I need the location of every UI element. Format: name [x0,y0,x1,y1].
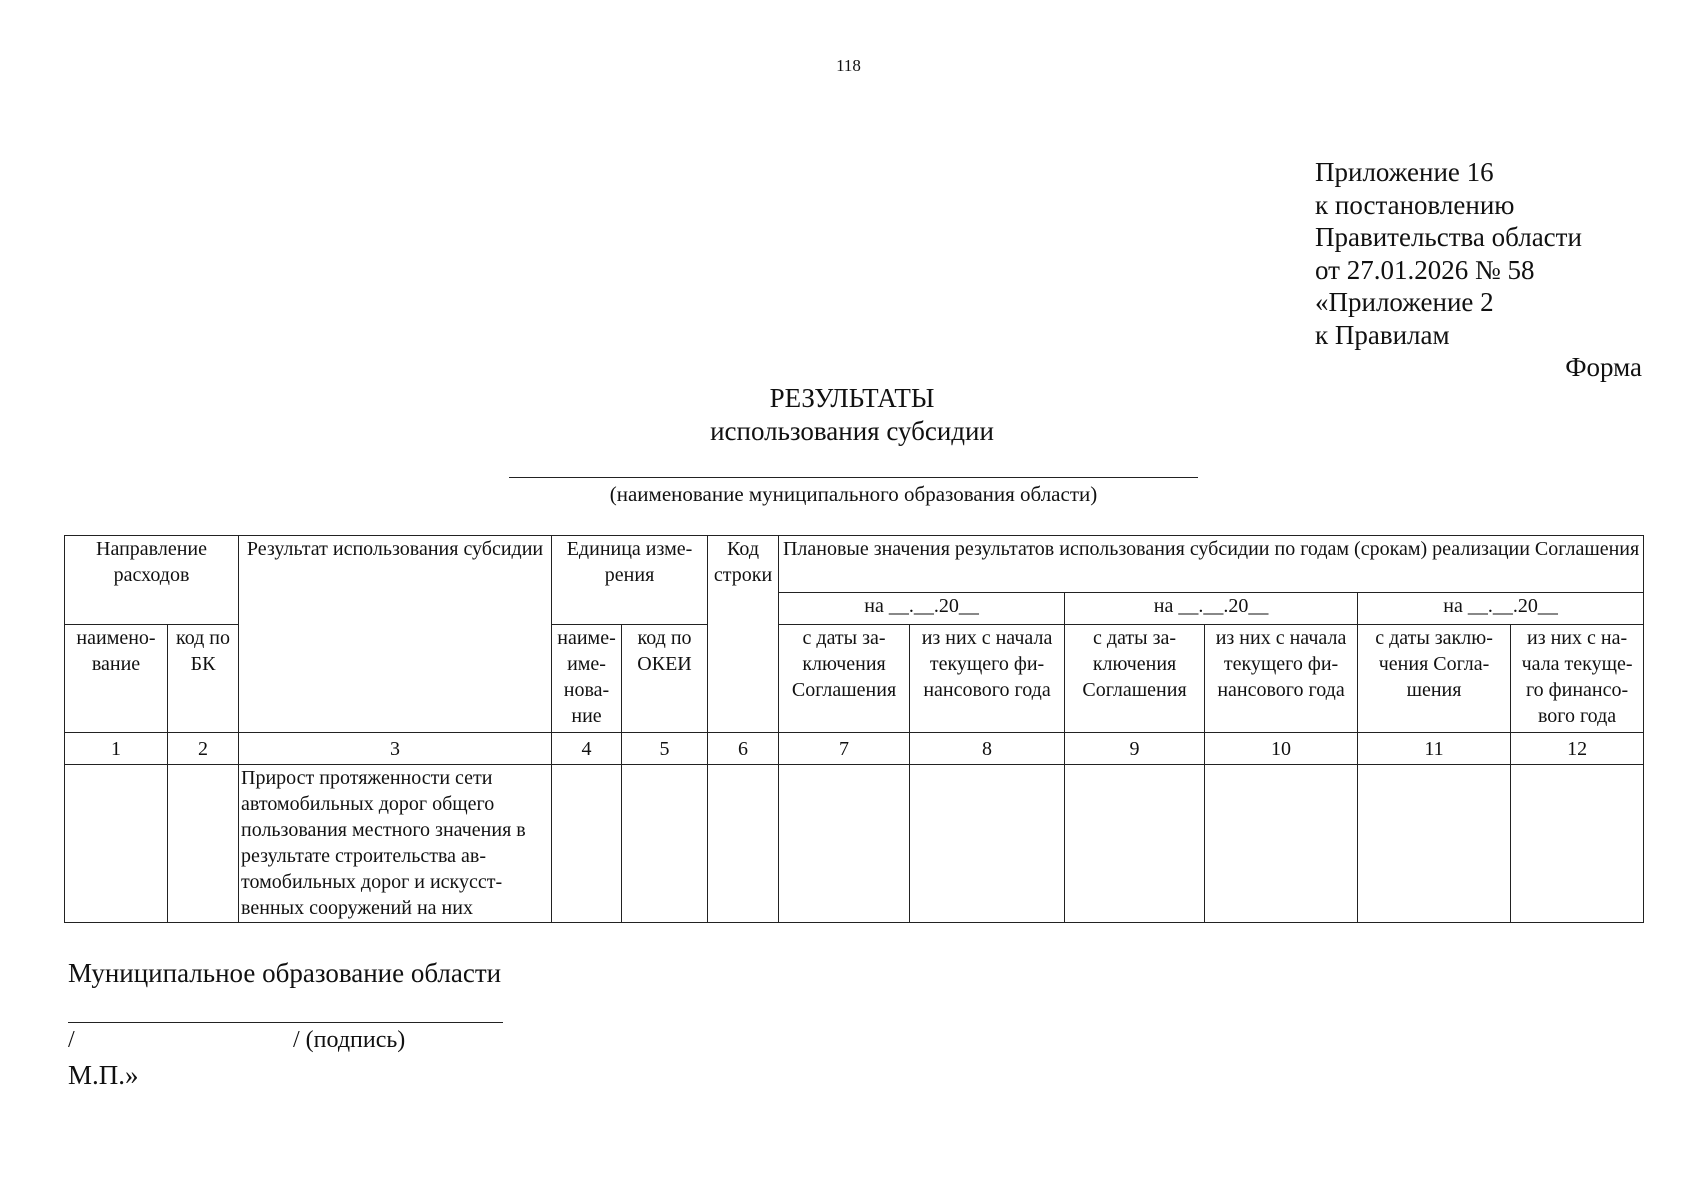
appendix-line: Правительства области [1315,222,1582,252]
table-row [65,765,1644,923]
header-from-signing: с даты заклю-чения Согла-шения [1358,625,1511,733]
header-bk-code: код по БК [168,625,239,733]
title-main: РЕЗУЛЬТАТЫ [769,383,935,413]
results-table [64,535,1644,923]
header-from-signing: с даты за-ключения Соглашения [1065,625,1205,733]
page-number: 118 [836,56,861,75]
document-title [0,382,1697,448]
header-name: наимено-вание [65,625,168,733]
cell-value [910,765,1065,923]
cell-unit-name [552,765,622,923]
appendix-line: к Правилам [1315,319,1450,350]
column-number: 9 [1065,733,1205,765]
cell-value [779,765,910,923]
header-period: на __.__.20__ [1358,593,1644,625]
column-number: 3 [239,733,552,765]
header-direction: Направление расходов [65,536,239,625]
column-number: 7 [779,733,910,765]
header-from-year-start: из них с начала текущего фи-нансового года [1205,625,1358,733]
title-sub: использования субсидии [710,416,994,446]
form-label: Форма [1565,352,1642,382]
cell-name [65,765,168,923]
cell-result: Прирост протяженности сети автомобильных дорог общего пользования местного значения в результате строительства ав-томобильных дорог и искусст-венных сооружений на них [239,765,552,923]
appendix-line: «Приложение 2 [1315,287,1494,317]
cell-row-code [708,765,779,923]
appendix-block [1315,156,1582,351]
appendix-line: Приложение 16 [1315,157,1494,187]
signature-caption: / (подпись) [293,1027,406,1053]
column-number: 5 [622,733,708,765]
header-period: на __.__.20__ [779,593,1065,625]
header-from-signing: с даты за-ключения Соглашения [779,625,910,733]
column-number: 10 [1205,733,1358,765]
cell-okei-code [622,765,708,923]
header-planned: Плановые значения результатов использования субсидии по годам (срокам) реализации Соглашения [779,536,1644,593]
signature-slash: / [68,1027,75,1053]
cell-value [1205,765,1358,923]
municipality-caption: (наименование муниципального образования области) [609,482,1098,506]
signature-fill-line [68,1022,503,1023]
column-number: 12 [1511,733,1644,765]
header-from-year-start: из них с начала текущего фи-нансового года [910,625,1065,733]
header-from-year-start: из них с на-чала текуще-го финансо-вого года [1511,625,1644,733]
column-number: 11 [1358,733,1511,765]
signature-municipality-label: Муниципальное образование области [68,958,502,988]
stamp-place-label: М.П.» [68,1060,139,1090]
header-row-code: Код строки [708,536,779,733]
column-number: 1 [65,733,168,765]
appendix-line: от 27.01.2026 № 58 [1315,254,1535,285]
cell-value [1065,765,1205,923]
column-number: 8 [910,733,1065,765]
header-unit: Единица изме-рения [552,536,708,625]
cell-bk-code [168,765,239,923]
column-number: 6 [708,733,779,765]
column-number: 2 [168,733,239,765]
cell-value [1511,765,1644,923]
cell-value [1358,765,1511,923]
header-period: на __.__.20__ [1065,593,1358,625]
header-okei-code: код по ОКЕИ [622,625,708,733]
header-result: Результат использования субсидии [239,536,552,733]
header-unit-name: наиме-име-нова-ние [552,625,622,733]
appendix-line: к постановлению [1315,189,1515,220]
municipality-fill-line [509,477,1198,478]
column-number: 4 [552,733,622,765]
